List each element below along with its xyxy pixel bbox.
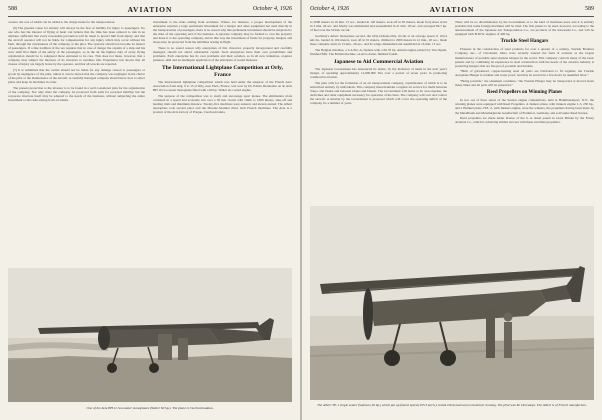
article-heading-hangars: Truckle Steel Hangars xyxy=(500,39,549,45)
paragraph: investment to the risks arising from accidents. Where, for instance, a proper development of the enterprise requires a large permanent investment for a hangar and other equipment not used directly in the transportation of passengers, there is no reason why this permanent investment should be subjected to the risks of the operating end of the business. A separate company may be formed to own the property and lease it to the operating company, and in this way the investment of funds for property, hangars and shops may be protected from the liabilities arising in flight. xyxy=(153,20,292,45)
article-heading-reed-propellers: Reed Propellers on Winning Planes xyxy=(486,90,563,96)
paragraph: In two out of three series of the Sesnon engine competitions, held at Hammondsport, N.Y., the winning planes were equipped with Reed Propellers. A Junkers plane, with Junkers engine L.5, 230 hp., and a Heinkel plane, H.E. 2, with Junkers engine, were the winners, the propellers having been made by the Metallbank and Metallurgische Gesellschaft of Frankfort, Germany, and sold under Reed license. xyxy=(455,98,594,115)
right-header xyxy=(310,5,594,15)
left-photo-caption: One of the Avia BH 11 two-seater monoplanes (Walter 60 hp.). The plane is Czechoslovakian. xyxy=(86,406,214,410)
paragraph: There will be no discrimination by the Government as to the kind of machines used, and it is entirely probable that some foreign machines will be tried. The first planes to be used, however, according to the announcement of the Japanese Air Transportation Co., are products of the Kawasaki Co., and will be equipped with B.M.W. engines of 400 hp. xyxy=(455,20,594,37)
paragraph: The present protection to the investor is to be found in a well considered plan for the organization of the company. Not only must the company be protected from suits for personal liability, but the corporate structure itself may be adapted to the needs of the business, without subjecting the entire investment to the risks arising from accidents. xyxy=(8,85,145,103)
left-running-title: AVIATION xyxy=(127,5,173,14)
left-header xyxy=(8,5,292,15)
paragraph: The international lightplane competition which was held under the auspices of the French Aero Association from Aug. 9 to 15 at Orly, near Paris, France, was won by Dr. Edwin Dioskodes on an Avia BH 10 two-seater monoplane fitted with a 60 hp. Walter air-cooled engine. xyxy=(153,80,292,93)
left-column-1 xyxy=(8,20,145,262)
paragraph: The purpose of the competition was to study and encourage sport planes. The elimination trials consisted in a speed and economy test over a 50 km. circuit with climb to 1000 meters, take-off and landing trials and minimum distance. Twenty-five machines were entered, and eleven started. The Albert monoplane took second place and the Morane-Saulnier third, both French machines. The Avia is a product of the Avia factory of Prague, Czechoslovakia. xyxy=(153,94,292,115)
paragraph: to 2000 meters in 16 min. 15 sec., landed in 120 meters, took off in 85 meters, made forty-three starts in 3 min. 26 sec. and finally was dismantled and reassembled in 21 min. 18 sec. and averaged 84.7 kp. of fuel over the 50 km. circuit. xyxy=(310,20,447,33)
left-page-number: 588 xyxy=(8,6,17,12)
paragraph: The plan calls for the formation of an air transportation company, capitalization of which is to be subscribed entirely by individuals. This company must maintain a regular air service for mails between Tokyo and Osaka and between Osaka and Dairen. The Government will build, at its own expense, the airdromes and other equipment necessary for operation of the lines. The company will own and control the aircraft. A subsidy by the Government is proposed which will cover the operating deficit of the company for a number of years. xyxy=(310,80,447,106)
article-heading-japanese: Japanese to Aid Commercial Aviation xyxy=(333,58,424,65)
albert-monoplane-photo xyxy=(310,206,594,400)
left-date: October 4, 1926 xyxy=(252,6,292,12)
paragraph: The Japanese Government has announced its desire, by the inclusion of items in the next year's budget, of spending approximately 12,000,000 Yen over a period of seven years in promoting commercial aviation. xyxy=(310,67,447,80)
right-page-number: 589 xyxy=(585,6,594,12)
paragraph: There is no sound reason why enterprises of this character, properly incorporated and carefully managed, should not attract substantial capital. Such enterprises have their own possibilities and problems. Each enterprise has its own problems and their solution, as in all new industries, requires patience, skill and an intelligent application of the principles of sound business. xyxy=(153,46,292,63)
paragraph: The Belgian machine, a S.A.B.C.A. biplane with a 60-70 hp. Anzani engine piloted by Van Opstal, finished fifth. The British machine, an Avro Avian, finished fourth. xyxy=(310,47,447,56)
right-photo-caption: The Albert TE-1 single seater (Salmson 40 hp.) which put up fastest speed (105.3 km/h.), tested climb and most economical running. The pilot was M. Descamps. The Albert is of French manufacture. xyxy=(317,403,587,407)
avia-monoplane-photo xyxy=(8,268,292,402)
paragraph: "Built of galvanized, copper-bearing steel all parts are fabricated to fit together, the Truckle Aeroplane Hangar is weather and water proof, and may be erected in a few hours by unskilled labor." xyxy=(455,69,594,78)
right-page xyxy=(302,0,602,420)
article-heading-orly: The International Lightplane Competition at Orly, France xyxy=(162,65,283,78)
right-running-title: AVIATION xyxy=(429,5,475,14)
right-column-2 xyxy=(455,20,594,202)
paragraph: (7) It is submitted that the carrier should not be liable for any damage caused to passengers or goods by negligence of the pilot, unless it can be shown that the company was negligent in the choice of the pilot or the maintenance of the aircraft. A carefully managed company should know how to select pilots and keep its machines in order. xyxy=(8,68,145,85)
paragraph: (6) The greatest cause for anxiety will always be the fear of liability for injury to passengers. No one who has the interest of flying at heart can believe that the time has been reduced to risk in an airplane, sufficient that every reasonable precaution will be taken to protect him from injury, and that the aircraft operator will not be liable for compensation for any injury which may occur without his fault, through the carelessness of the company or the pilot. The operator should not become an insurer of passengers. If a fine tradition of the sea requires that in case of danger the captain of a ship and his crew shall first think of the safety of the passengers, so in the air the highest duty of every flying organization should be to safeguard those entrusted to its care. This does not mean, however, that a company may subject the interests of its investors to needless risk. Experience has shown that all classes of injury are largely borne by the operator, and that all wrecks are reported. xyxy=(8,25,145,67)
paragraph: Pioneers in the construction of steel products for over a quarter of a century, Truckle Brothers Company, Inc., of Cincinnati, Ohio, have recently entered the field of aviation as the largest manufacturers of portable steel airplane hangars in the world. This company controls many of the basic patents and by combining its experience in steel construction with the needs of the aviation industry is producing hangars that are fire-proof, portable and durable. xyxy=(455,47,594,68)
right-date: October 4, 1926 xyxy=(310,6,350,12)
right-column-1 xyxy=(310,20,447,202)
paragraph: Reed propellers are made under license of the S. A. Reed patent in Great Britain by the Fairey Aviation Co., which is achieving similar success with these excellent propellers. xyxy=(455,116,594,125)
paragraph: Germany's Albert monoplane second, the Orly-Orleans-Orly circuit at an average speed of 104.4 km./hr., landed in 104 meters, took off in 91 meters, climbed to 2000 meters in 12 min., 20 sec., made three complete starts in 13 min., 26 sec., and its wings dismantled and assembled in 16 min. 13 sec. xyxy=(310,33,447,46)
paragraph: owners, the cost of which can be added to the charge made for the transportation. xyxy=(8,20,116,24)
left-page xyxy=(0,0,300,420)
left-column-2 xyxy=(153,20,292,262)
left-header-rule xyxy=(8,16,292,17)
paragraph: "Being portable," the statement continues, "the Truckle Hangar may be transported or moved about many times and all parts will be preserved." xyxy=(455,79,594,88)
right-header-rule xyxy=(310,16,594,17)
